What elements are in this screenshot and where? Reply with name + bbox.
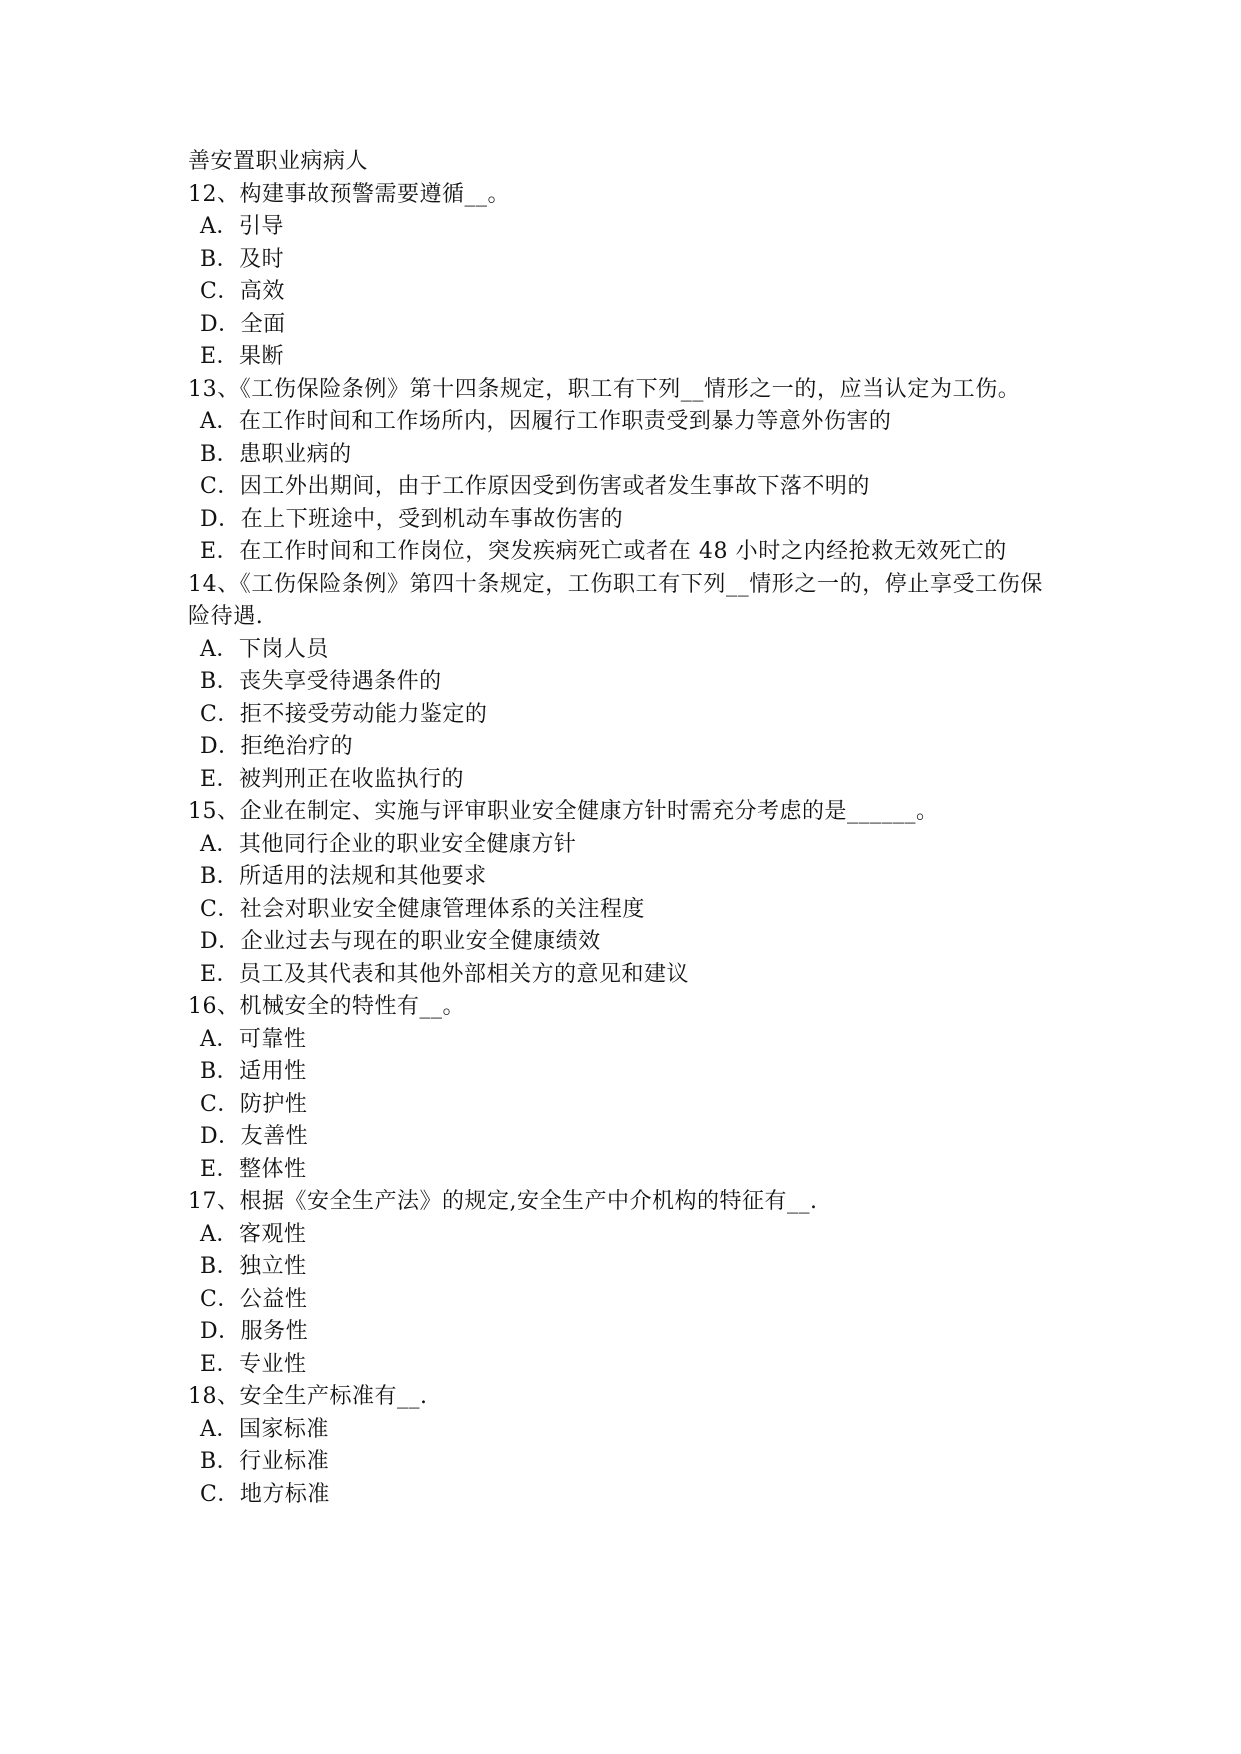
option-16-b: B．适用性 [200,1059,307,1084]
option-12-a: A．引导 [200,214,284,239]
option-15-b: B．所适用的法规和其他要求 [200,864,487,889]
option-18-b: B．行业标准 [200,1449,330,1474]
option-13-d: D．在上下班途中，受到机动车事故伤害的 [200,506,624,532]
option-14-e: E．被判刑正在收监执行的 [200,766,465,792]
question-13: 13、《工伤保险条例》第十四条规定，职工有下列__情形之一的，应当认定为工伤。 [188,376,1021,402]
option-15-e: E．员工及其代表和其他外部相关方的意见和建议 [200,961,690,987]
option-14-c: C．拒不接受劳动能力鉴定的 [200,701,488,727]
option-14-b: B．丧失享受待遇条件的 [200,669,442,694]
option-16-e: E．整体性 [200,1156,307,1182]
option-17-b: B．独立性 [200,1254,307,1279]
text-line: 善安置职业病病人 [188,149,369,174]
option-15-d: D．企业过去与现在的职业安全健康绩效 [200,929,601,954]
question-17: 17、根据《安全生产法》的规定,安全生产中介机构的特征有__. [188,1189,818,1214]
option-18-c: C．地方标准 [200,1481,330,1507]
option-17-d: D．服务性 [200,1319,309,1344]
option-13-c: C．因工外出期间，由于工作原因受到伤害或者发生事故下落不明的 [200,474,870,499]
option-17-a: A．客观性 [200,1221,307,1247]
option-15-a: A．其他同行企业的职业安全健康方针 [200,831,577,857]
option-13-a: A．在工作时间和工作场所内，因履行工作职责受到暴力等意外伤害的 [200,409,892,434]
option-12-d: D．全面 [200,311,286,337]
document-page [188,146,1058,1511]
option-16-c: C．防护性 [200,1091,308,1117]
option-16-a: A．可靠性 [200,1026,307,1052]
question-14: 14、《工伤保险条例》第四十条规定，工伤职工有下列__情形之一的，停止享受工伤保险待遇. [188,571,1043,629]
question-12: 12、构建事故预警需要遵循__。 [188,181,510,207]
question-18: 18、安全生产标准有__. [188,1384,428,1409]
option-12-b: B．及时 [200,246,285,272]
question-15: 15、企业在制定、实施与评审职业安全健康方针时需充分考虑的是______。 [188,799,939,824]
option-17-c: C．公益性 [200,1286,308,1312]
option-14-d: D．拒绝治疗的 [200,734,354,759]
option-12-e: E．果断 [200,344,285,369]
question-16: 16、机械安全的特性有__。 [188,994,465,1019]
option-18-a: A．国家标准 [200,1416,329,1442]
option-14-a: A．下岗人员 [200,636,329,662]
option-17-e: E．专业性 [200,1351,307,1377]
option-13-b: B．患职业病的 [200,441,352,467]
option-16-d: D．友善性 [200,1124,309,1149]
option-13-e: E．在工作时间和工作岗位，突发疾病死亡或者在 48 小时之内经抢救无效死亡的 [200,539,1007,564]
option-12-c: C．高效 [200,279,285,304]
option-15-c: C．社会对职业安全健康管理体系的关注程度 [200,896,645,922]
